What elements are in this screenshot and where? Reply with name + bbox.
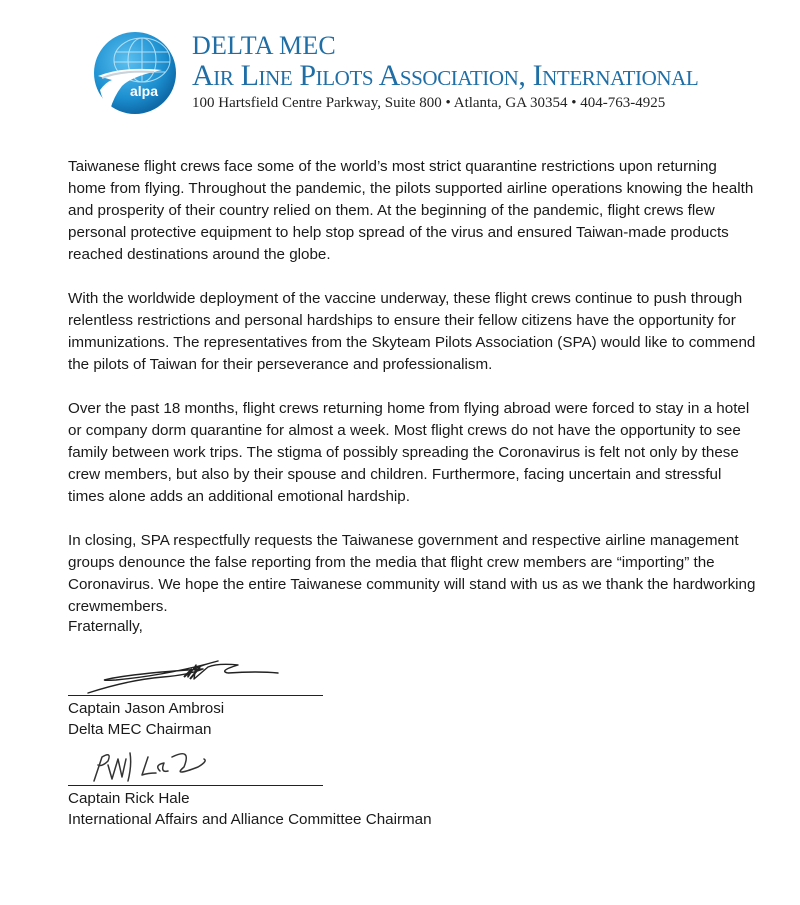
logo-text: alpa — [129, 83, 159, 99]
closing: Fraternally, — [68, 618, 143, 635]
letter-body — [68, 156, 758, 640]
signature-line — [68, 695, 323, 696]
signature-block-1 — [68, 655, 328, 740]
paragraph: Taiwanese flight crews face some of the world’s most strict quarantine restrictions upon returning home from flying. Throughout the pandemic, the pilots supported airline operations knowing the health and prosperity of their country relied on them. At the beginning of the pandemic, flight crews flew personal protective equipment to help stop spread of the virus and ensured Taiwan-made products reached destinations around the globe. — [68, 158, 754, 263]
signature-jason-ambrosi-icon — [68, 655, 328, 695]
organization-name: Air Line Pilots Association, International — [192, 59, 699, 92]
signatory-title: Delta MEC Chairman — [68, 721, 212, 738]
signatory-title: International Affairs and Alliance Committee Chairman — [68, 811, 432, 828]
letterhead — [92, 28, 712, 118]
mec-name: DELTA MEC — [192, 31, 336, 60]
signatory-name: Captain Jason Ambrosi — [68, 700, 225, 717]
signature-block-2 — [68, 745, 432, 830]
letterhead-text — [192, 32, 698, 113]
paragraph: In closing, SPA respectfully requests the Taiwanese government and respective airline management groups denounce the false reporting from the media that flight crew members are “importing” the Coronavirus. We hope the entire Taiwanese community will stand with us as we thank the hardworking crewmembers. — [68, 532, 756, 615]
alpa-globe-logo-icon — [92, 30, 178, 116]
signatory-name: Captain Rick Hale — [68, 790, 190, 807]
address: 100 Hartsfield Centre Parkway, Suite 800 • Atlanta, GA 30354 • 404-763-4925 — [192, 95, 666, 111]
signature-rick-hale-icon — [68, 745, 328, 785]
paragraph: Over the past 18 months, flight crews returning home from flying abroad were forced to stay in a hotel or company dorm quarantine for almost a week. Most flight crews do not have the opportunity to see family between work trips. The stigma of possibly spreading the Coronavirus is felt not only by these crew members, but also by their spouse and children. Furthermore, facing uncertain and stressful times alone adds an additional emotional hardship. — [68, 400, 750, 505]
paragraph: With the worldwide deployment of the vaccine underway, these flight crews continue to push through relentless restrictions and personal hardships to ensure their fellow citizens have the opportunity for immunizations. The representatives from the Skyteam Pilots Association (SPA) would like to commend the pilots of Taiwan for their perseverance and professionalism. — [68, 290, 756, 373]
signature-line — [68, 785, 323, 786]
